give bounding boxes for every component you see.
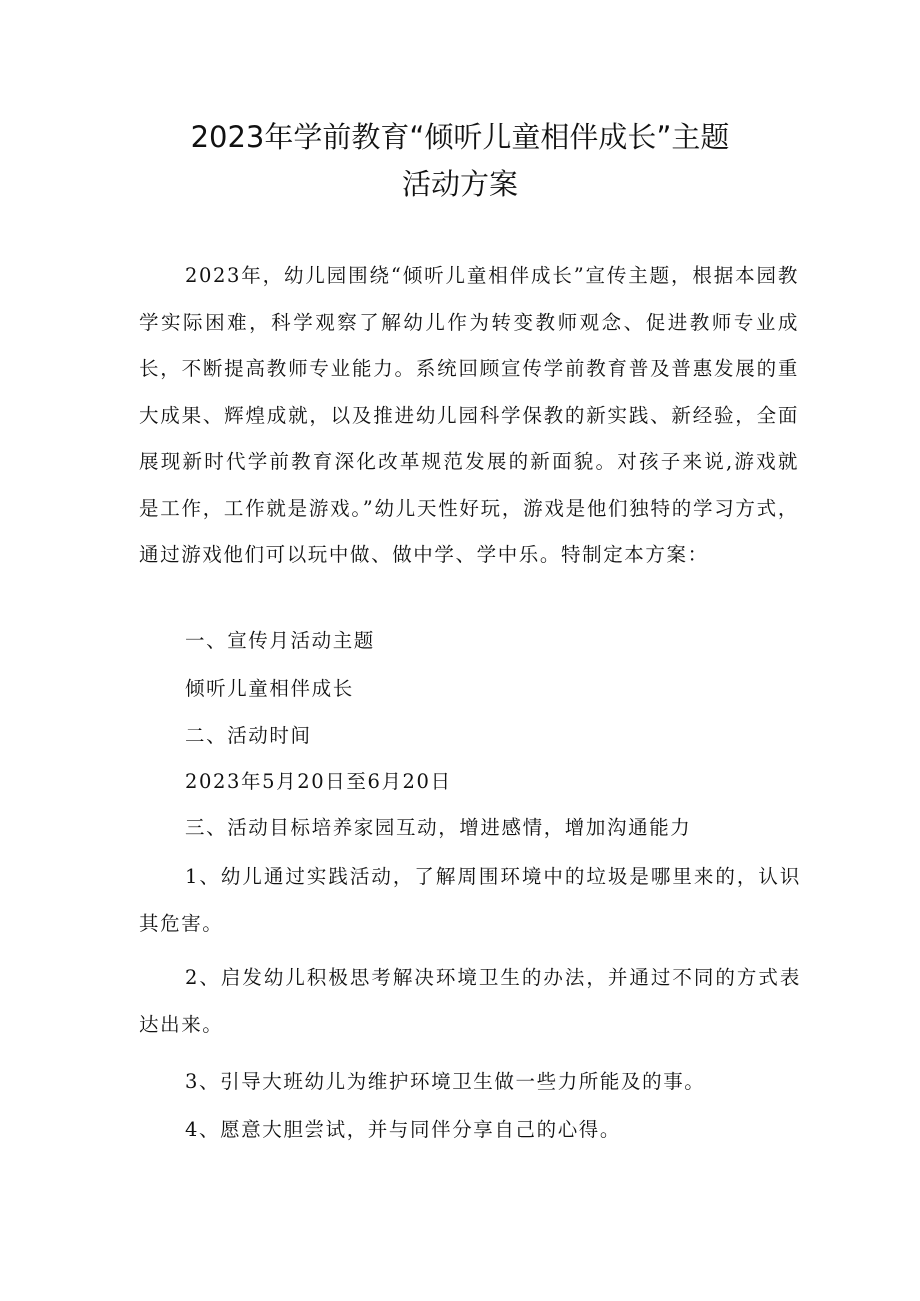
section-1-body: 倾听儿童相伴成长 [185,677,354,700]
section-2-heading: 二、活动时间 [185,724,312,747]
section-1-heading: 一、宣传月活动主题 [185,629,375,652]
objective-item-4: 4、愿意大胆尝试，并与同伴分享自己的心得。 [185,1118,622,1141]
document-title-line-2: 活动方案 [401,167,518,201]
section-2-body: 2023年5月20日至6月20日 [185,770,452,793]
objective-item-3: 3、引导大班幼儿为维护环境卫生做一些力所能及的事。 [185,1070,706,1093]
section-3-heading: 三、活动目标培养家园互动，增进感情，增加沟通能力 [185,816,692,839]
intro-paragraph: 2023年，幼儿园围绕“倾听儿童相伴成长”宣传主题，根据本园教学实际困难，科学观察了解幼儿作为转变教师观念、促进教师专业成长，不断提高教师专业能力。系统回顾宣传学前教育普及普惠发展的重大成果、辉煌成就，以及推进幼儿园科学保教的新实践、新经验，全面展现新时代学前教育深化改革规范发展的新面貌。对孩子来说,游戏就是工作，工作就是游戏。”幼儿天性好玩，游戏是他们独特的学习方式，通过游戏他们可以玩中做、做中学、学中乐。特制定本方案： [139,264,799,566]
objective-item-2: 2、启发幼儿积极思考解决环境卫生的办法，并通过不同的方式表达出来。 [139,966,801,1036]
document-title-line-1: 2023年学前教育“倾听儿童相伴成长”主题 [190,120,730,154]
objective-item-1: 1、幼儿通过实践活动，了解周围环境中的垃圾是哪里来的，认识其危害。 [139,865,801,935]
